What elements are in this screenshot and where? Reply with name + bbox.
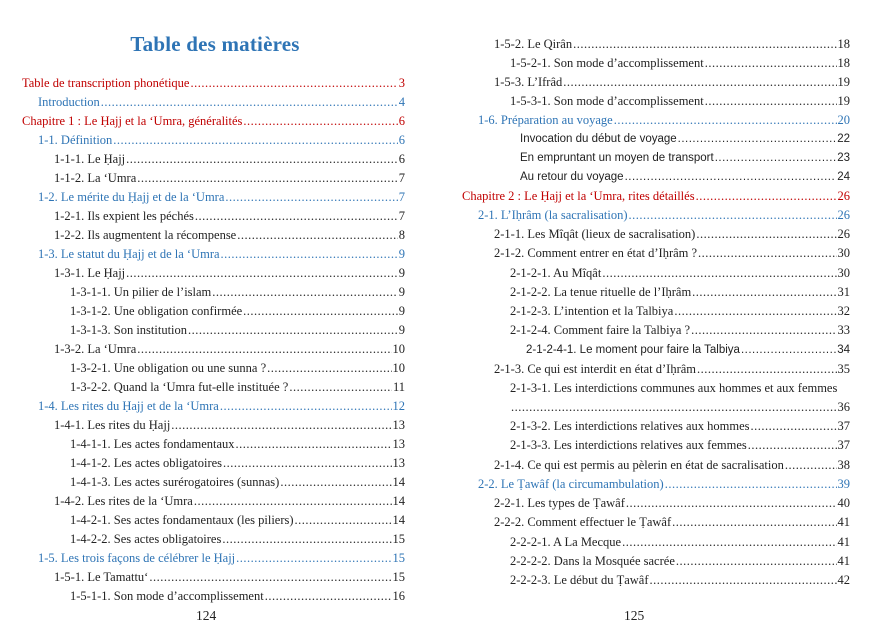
toc-entry-label: 1-5-3-1. Son mode d’accomplissement [510,94,704,108]
toc-entry[interactable] [510,264,850,283]
toc-entry[interactable] [494,456,850,475]
toc-leader-dots [696,187,837,206]
toc-entry-label: 2-2-2. Comment effectuer le Ṭawâf [494,515,672,529]
toc-leader-dots [223,454,391,473]
toc-leader-dots [785,456,837,475]
toc-entry-page: 9 [398,247,405,261]
toc-leader-dots [221,245,398,264]
toc-entry[interactable] [510,417,850,436]
toc-entry-page: 7 [398,190,405,204]
toc-leader-dots [622,533,836,552]
toc-entry-label: 1-5-2. Le Qirân [494,37,573,51]
toc-entry-label: Au retour du voyage [520,171,624,183]
toc-leader-dots [280,473,391,492]
toc-leader-dots [265,587,392,606]
toc-entry-label: 1-4-2. Les rites de la ‘Umra [54,494,193,508]
toc-entry[interactable] [510,283,850,302]
toc-entry-page: 20 [837,113,850,127]
toc-entry[interactable] [70,378,405,397]
toc-entry-label: 2-1-2-4. Comment faire la Talbiya ? [510,323,691,337]
toc-leader-dots [691,321,836,340]
toc-leader-dots [614,111,837,130]
toc-entry[interactable] [70,435,405,454]
toc-leader-dots [602,264,836,283]
toc-entry-label: 1-3-1. Le Ḥajj [54,266,126,280]
toc-entry[interactable] [54,340,405,359]
toc-entry-label: 1-4-1-3. Les actes surérogatoires (sunnas) [70,475,280,489]
toc-leader-dots [243,302,398,321]
toc-entry[interactable] [54,416,405,435]
toc-entry-page: 15 [392,532,405,546]
toc-leader-dots [126,264,398,283]
toc-entry-label: 1-3-2-2. Quand la ‘Umra fut-elle instituée ? [70,380,289,394]
toc-entry-label: 1-1-2. La ‘Umra [54,171,137,185]
toc-leader-dots [267,359,391,378]
toc-entry[interactable] [70,283,405,302]
toc-entry-label: 2-1-3-1. Les interdictions communes aux hommes et aux femmes [510,381,838,395]
toc-entry-label: 2-1-4. Ce qui est permis au pèlerin en état de sacralisation [494,458,784,472]
toc-entry-label: 1-5-2-1. Son mode d’accomplissement [510,56,704,70]
toc-entry[interactable] [526,341,850,360]
toc-entry-page: 6 [398,133,405,147]
toc-entry[interactable] [520,168,850,187]
toc-entry-label: 2-1-3-2. Les interdictions relatives aux hommes [510,419,750,433]
toc-leader-dots [113,131,397,150]
toc-leader-dots [625,168,837,187]
toc-leader-dots [697,360,836,379]
toc-leader-dots [628,206,836,225]
toc-entry[interactable] [70,321,405,340]
toc-entry[interactable] [70,302,405,321]
toc-leader-dots [237,226,398,245]
toc-entry[interactable] [70,530,405,549]
toc-entry-label: Chapitre 1 : Le Ḥajj et la ‘Umra, généralités [22,114,243,128]
toc-entry-page: 39 [837,477,850,491]
toc-entry-page: 6 [398,152,405,166]
toc-entry-page: 6 [398,114,405,128]
toc-entry[interactable] [478,206,850,225]
toc-entry[interactable] [494,35,850,54]
toc-entry-page: 18 [837,37,850,51]
toc-entry[interactable] [54,264,405,283]
right-page-number: 125 [624,608,645,623]
toc-entry-label: 1-6. Préparation au voyage [478,113,613,127]
toc-leader-dots [236,435,392,454]
toc-entry[interactable] [510,54,850,73]
toc-leader-dots [195,207,398,226]
toc-entry-page: 31 [837,285,850,299]
toc-entry[interactable] [70,359,405,378]
toc-entry-label: 2-2-1. Les types de Ṭawâf [494,496,625,510]
toc-entry-page: 19 [837,75,850,89]
toc-entry-page: 11 [392,380,405,394]
toc-leader-dots [705,54,837,73]
toc-entry-page: 26 [837,227,850,241]
toc-entry-label: 2-1-2-1. Au Mîqât [510,266,602,280]
toc-entry-label: 1-2-1. Ils expient les péchés [54,209,194,223]
toc-entry[interactable] [478,475,850,494]
toc-entry-page: 37 [837,419,850,433]
toc-entry-label: 1-4. Les rites du Ḥajj et de la ‘Umra [38,399,219,413]
toc-entry[interactable] [462,187,850,206]
toc-entry-label: 2-1-2-2. La tenue rituelle de l’Iḥrâm [510,285,692,299]
toc-leader-dots [748,436,837,455]
toc-entry-page: 40 [837,496,850,510]
toc-entry-label: Introduction [38,95,100,109]
toc-entry-page: 13 [392,437,405,451]
toc-leader-dots [295,511,392,530]
toc-entry[interactable] [38,188,405,207]
toc-entry-page: 8 [398,228,405,242]
toc-entry[interactable] [70,511,405,530]
toc-entry[interactable] [510,92,850,111]
toc-leader-dots [676,552,837,571]
toc-entry[interactable] [54,150,405,169]
toc-entry-label: 2-2-2-1. A La Mecque [510,535,622,549]
toc-entry-page: 9 [398,323,405,337]
toc-entry[interactable] [510,533,850,552]
toc-entry[interactable] [494,244,850,263]
toc-entry-label: 2-1-3. Ce qui est interdit en état d’Iḥrâm [494,362,697,376]
toc-entry-page: 26 [837,208,850,222]
toc-leader-dots [126,150,398,169]
toc-entry-page: 12 [392,399,405,413]
toc-entry[interactable] [54,207,405,226]
toc-leader-dots [705,92,837,111]
toc-entry-page: 36 [837,400,850,414]
toc-entry-page: 34 [837,344,850,356]
toc-leader-dots [289,378,392,397]
toc-entry-page: 13 [392,456,405,470]
toc-entry-page: 23 [837,152,850,164]
toc-entry[interactable] [70,587,405,606]
toc-entry-page: 13 [392,418,405,432]
toc-leader-dots [696,225,836,244]
toc-entry-page: 7 [398,171,405,185]
toc-entry-page: 4 [398,95,405,109]
toc-entry-label: 1-5-3. L’Ifrâd [494,75,563,89]
toc-entry[interactable] [478,111,850,130]
toc-entry-page: 10 [392,361,405,375]
toc-entry-label: Table de transcription phonétique [22,76,190,90]
toc-entry-label: 1-5-1-1. Son mode d’accomplissement [70,589,264,603]
toc-leader-dots [222,530,391,549]
toc-leader-dots [137,340,391,359]
toc-entry[interactable] [54,169,405,188]
toc-entry-label: 1-3-1-1. Un pilier de l’islam [70,285,212,299]
toc-entry[interactable] [510,436,850,455]
toc-leader-dots [650,571,837,590]
toc-entry[interactable] [38,549,405,568]
toc-entry-label: Invocation du début de voyage [520,133,677,145]
toc-entry[interactable] [520,149,850,168]
toc-entry[interactable] [22,74,405,93]
toc-entry-label: 1-1-1. Le Ḥajj [54,152,126,166]
toc-entry-page: 24 [837,171,850,183]
toc-entry-label: 1-4-2-1. Ses actes fondamentaux (les piliers) [70,513,294,527]
toc-entry-page: 26 [837,189,850,203]
toc-leader-dots [101,93,398,112]
toc-entry[interactable] [38,93,405,112]
toc-entry[interactable] [494,225,850,244]
toc-entry-page: 10 [392,342,405,356]
toc-entry-label: 2-1. L’Iḥrâm (la sacralisation) [478,208,628,222]
toc-entry-page: 16 [392,589,405,603]
toc-entry-page: 41 [837,554,850,568]
toc-entry-page: 14 [392,513,405,527]
toc-entry-label: 1-2. Le mérite du Ḥajj et de la ‘Umra [38,190,225,204]
toc-entry[interactable] [510,552,850,571]
toc-entry[interactable] [70,454,405,473]
toc-leader-dots [188,321,398,340]
toc-entry[interactable] [510,321,850,340]
toc-title: Table des matières [130,32,300,56]
toc-entry[interactable] [494,73,850,92]
toc-entry-page: 14 [392,494,405,508]
toc-entry-page: 38 [837,458,850,472]
toc-entry[interactable] [54,226,405,245]
toc-leader-dots [692,283,836,302]
toc-entry-label: 2-1-3-3. Les interdictions relatives aux femmes [510,438,747,452]
toc-entry-label: 1-5. Les trois façons de célébrer le Ḥajj [38,551,236,565]
toc-entry-label: 2-1-2. Comment entrer en état d’Iḥrâm ? [494,246,698,260]
toc-leader-dots [715,149,837,168]
toc-entry-label: 1-4-2-2. Ses actes obligatoires [70,532,222,546]
toc-leader-dots [665,475,837,494]
toc-leader-dots [698,244,836,263]
toc-entry-label: 2-2-2-2. Dans la Mosquée sacrée [510,554,675,568]
toc-entry[interactable] [38,131,405,150]
toc-leader-dots [751,417,837,436]
toc-entry-label: 1-4-1. Les rites du Ḥajj [54,418,171,432]
toc-leader-dots [511,398,837,417]
toc-entry-label: 1-3-2. La ‘Umra [54,342,137,356]
toc-entry[interactable] [38,397,405,416]
toc-entry-page: 33 [837,323,850,337]
toc-entry-page: 9 [398,304,405,318]
toc-entry-label: En empruntant un moyen de transport [520,152,714,164]
toc-leader-dots [563,73,836,92]
toc-entry-page: 15 [392,551,405,565]
toc-entry-page: 14 [392,475,405,489]
toc-entry-label: 1-1. Définition [38,133,113,147]
toc-entry-page: 32 [837,304,850,318]
toc-leader-dots [678,130,837,149]
toc-leader-dots [149,568,391,587]
toc-leader-dots [137,169,397,188]
toc-entry[interactable] [54,568,405,587]
toc-leader-dots [741,341,836,360]
toc-leader-dots [190,74,397,93]
toc-entry-page: 30 [837,266,850,280]
toc-leader-dots [220,397,392,416]
toc-leader-dots [573,35,836,54]
toc-leader-dots [171,416,391,435]
toc-entry-page: 3 [398,76,405,90]
toc-entry[interactable] [22,112,405,131]
toc-leader-dots [212,283,397,302]
toc-entry-page: 7 [398,209,405,223]
toc-entry-label: 1-4-1-2. Les actes obligatoires [70,456,223,470]
toc-entry[interactable] [494,494,850,513]
toc-entry[interactable] [510,379,850,417]
toc-entry-label: 1-3. Le statut du Ḥajj et de la ‘Umra [38,247,220,261]
toc-leader-dots [194,492,392,511]
toc-entry-page: 37 [837,438,850,452]
toc-entry-page: 22 [837,133,850,145]
toc-leader-dots [225,188,397,207]
toc-leader-dots [626,494,837,513]
toc-entry[interactable] [494,360,850,379]
toc-entry-page: 42 [837,573,850,587]
toc-entry-label: 1-4-1-1. Les actes fondamentaux [70,437,235,451]
toc-entry-label: 2-1-2-4-1. Le moment pour faire la Talbiya [526,344,740,356]
toc-leader-dots [243,112,397,131]
toc-entry-label: 2-1-2-3. L’intention et la Talbiya [510,304,674,318]
toc-entry[interactable] [38,245,405,264]
toc-leader-dots [674,302,836,321]
toc-leader-dots [236,549,391,568]
toc-entry-page: 35 [837,362,850,376]
left-page-number: 124 [196,608,217,623]
toc-entry-label: 1-5-1. Le Tamattu‘ [54,570,149,584]
toc-entry-page: 41 [837,535,850,549]
toc-entry[interactable] [510,571,850,590]
toc-entry-page: 30 [837,246,850,260]
toc-entry-label: Chapitre 2 : Le Ḥajj et la ‘Umra, rites détaillés [462,189,695,203]
toc-entry-page: 9 [398,266,405,280]
toc-entry[interactable] [70,473,405,492]
toc-entry-label: 1-3-2-1. Une obligation ou une sunna ? [70,361,267,375]
toc-entry-page: 9 [398,285,405,299]
toc-entry-label: 1-3-1-2. Une obligation confirmée [70,304,243,318]
toc-entry-page: 18 [837,56,850,70]
toc-entry-label: 1-3-1-3. Son institution [70,323,188,337]
toc-entry-label: 1-2-2. Ils augmentent la récompense [54,228,237,242]
toc-entry[interactable] [510,302,850,321]
toc-entry[interactable] [494,513,850,532]
toc-entry[interactable] [54,492,405,511]
toc-entry-page: 19 [837,94,850,108]
toc-leader-dots [672,513,836,532]
toc-entry-page: 41 [837,515,850,529]
toc-entry-page: 15 [392,570,405,584]
toc-entry-label: 2-1-1. Les Mîqât (lieux de sacralisation) [494,227,696,241]
toc-entry[interactable] [520,130,850,149]
toc-entry-label: 2-2-2-3. Le début du Ṭawâf [510,573,649,587]
toc-entry-label: 2-2. Le Ṭawâf (la circumambulation) [478,477,664,491]
